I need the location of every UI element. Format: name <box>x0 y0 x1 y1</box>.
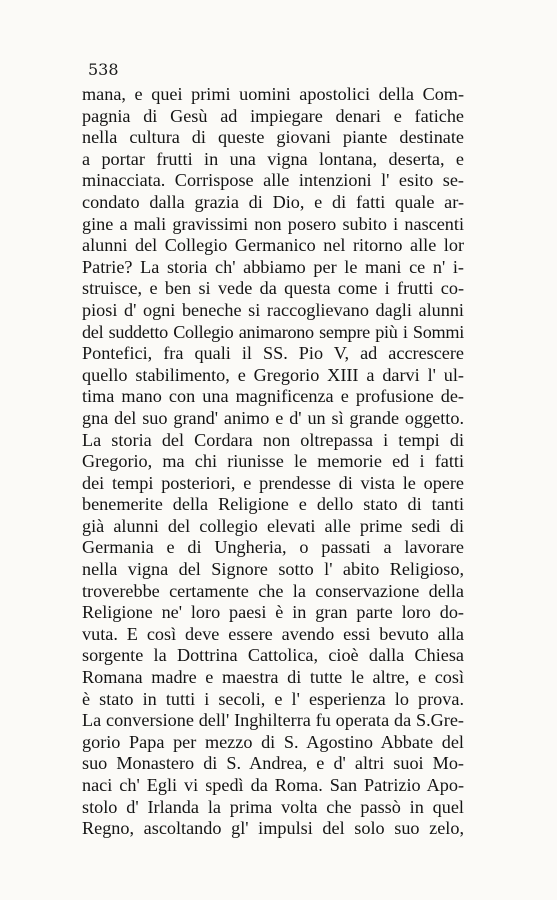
text-line: Patrie? La storia ch' abbiamo per le mani ce n' i- <box>82 256 464 277</box>
text-line: nella cultura di queste giovani piante destinate <box>82 127 464 148</box>
text-line: piosi d' ogni beneche si raccoglievano dagli alunni <box>82 299 464 320</box>
text-line: gna del suo grand' animo e d' un sì grande oggetto. <box>82 407 464 428</box>
text-line: struisce, e ben si vede da questa come i frutti co- <box>82 278 464 299</box>
text-line: Gregorio, ma chi riunisse le memorie ed i fatti <box>82 451 464 472</box>
text-line: vuta. E così deve essere avendo essi bevuto alla <box>82 623 464 644</box>
text-line: benemerite della Religione e dello stato di tanti <box>82 494 464 515</box>
text-line: condato dalla grazia di Dio, e di fatti quale ar- <box>82 191 464 212</box>
text-line: mana, e quei primi uomini apostolici della Com- <box>82 84 464 104</box>
text-line: suo Monastero di S. Andrea, e d' altri suoi Mo- <box>82 753 464 774</box>
text-line: La conversione dell' Inghilterra fu operata da S.Gre- <box>82 710 464 731</box>
text-line: Regno, ascoltando gl' impulsi del solo suo zelo, <box>82 818 464 839</box>
text-line: gorio Papa per mezzo di S. Agostino Abbate del <box>82 731 464 752</box>
text-line: tima mano con una magnificenza e profusione de- <box>82 386 464 407</box>
text-line: sorgente la Dottrina Cattolica, cioè dalla Chiesa <box>82 645 464 666</box>
text-line: dei tempi posteriori, e prendesse di vista le opere <box>82 472 464 493</box>
text-line: naci ch' Egli vi spedì da Roma. San Patrizio Apo- <box>82 775 464 795</box>
text-line: Romana madre e maestra di tutte le altre, e così <box>82 667 464 688</box>
text-line: Pontefici, fra quali il SS. Pio V, ad accrescere <box>82 343 464 364</box>
text-line: stolo d' Irlanda la prima volta che passò in quel <box>82 796 464 817</box>
text-line: troverebbe certamente che la conservazione della <box>82 580 464 601</box>
text-line: pagnia di Gesù ad impiegare denari e fatiche <box>82 105 464 126</box>
page-number: 538 <box>88 60 119 79</box>
text-line: Germania e di Ungheria, o passati a lavorare <box>82 537 464 558</box>
text-line: del suddetto Collegio animarono sempre più i Sommi <box>82 321 464 342</box>
text-line: a portar frutti in una vigna lontana, deserta, e <box>82 148 464 169</box>
text-line: alunni del Collegio Germanico nel ritorno alle lor <box>82 235 464 256</box>
text-line: minacciata. Corrispose alle intenzioni l' esito se- <box>82 170 464 191</box>
text-line: Religione ne' loro paesi è in gran parte loro do- <box>82 602 464 623</box>
text-line: nella vigna del Signore sotto l' abito Religioso, <box>82 559 464 580</box>
body-text <box>82 84 464 840</box>
text-line: è stato in tutti i secoli, e l' esperienza lo prova. <box>82 688 464 709</box>
text-line: gine a mali gravissimi non posero subito i nascenti <box>82 213 464 234</box>
text-line: già alunni del collegio elevati alle prime sedi di <box>82 515 464 536</box>
text-line: quello stabilimento, e Gregorio XIII a darvi l' ul- <box>82 364 464 385</box>
text-line: La storia del Cordara non oltrepassa i tempi di <box>82 429 464 450</box>
